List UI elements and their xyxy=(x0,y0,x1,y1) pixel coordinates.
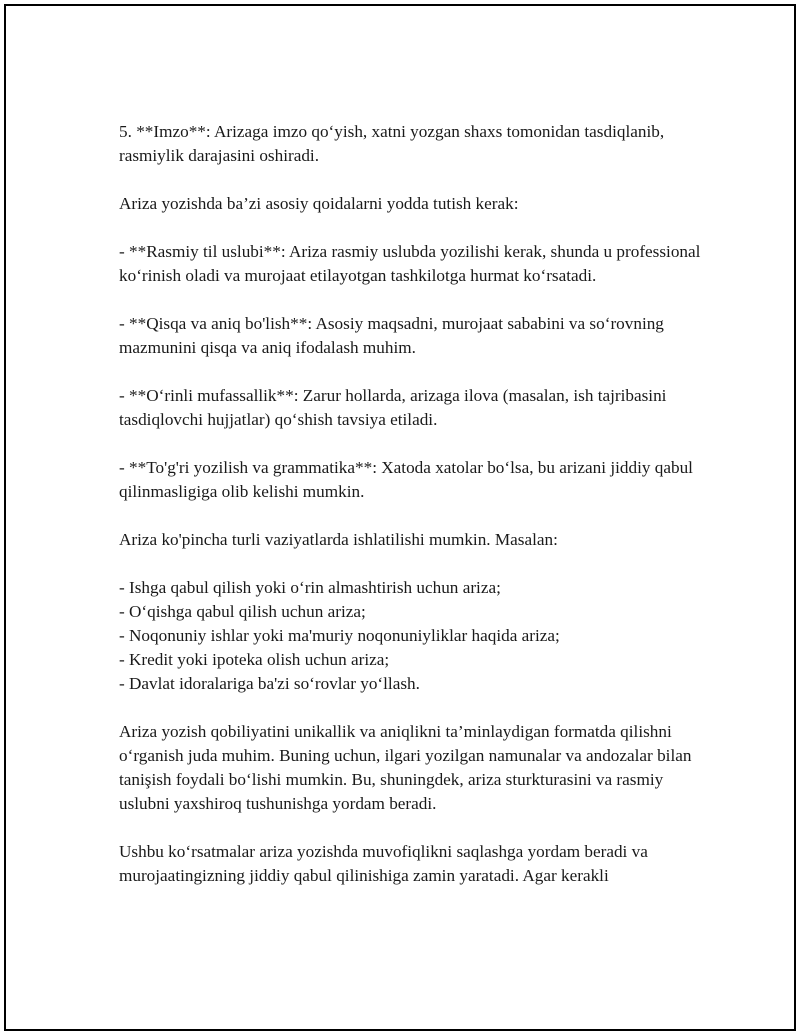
list-item: - O‘qishga qabul qilish uchun ariza; xyxy=(119,602,366,621)
paragraph-rules-intro: Ariza yozishda ba’zi asosiy qoidalarni yodda tutish kerak: xyxy=(119,194,519,213)
paragraph-rule-concise: - **Qisqa va aniq bo'lish**: Asosiy maqsadni, murojaat sababini va so‘rovning mazmunini qisqa va aniq ifodalash muhim. xyxy=(119,314,664,357)
examples-list xyxy=(119,576,709,696)
paragraph-rule-detail: - **O‘rinli mufassallik**: Zarur hollarda, arizaga ilova (masalan, ish tajribasini tasdiqlovchi hujjatlar) qo‘shish tavsiya etiladi. xyxy=(119,386,667,429)
paragraph-signature: 5. **Imzo**: Arizaga imzo qo‘yish, xatni yozgan shaxs tomonidan tasdiqlanib, rasmiylik darajasini oshiradi. xyxy=(119,122,665,165)
paragraph-rule-grammar: - **To'g'ri yozilish va grammatika**: Xatoda xatolar bo‘lsa, bu arizani jiddiy qabul qilinmasligiga olib kelishi mumkin. xyxy=(119,458,693,501)
paragraph-usage-intro: Ariza ko'pincha turli vaziyatlarda ishlatilishi mumkin. Masalan: xyxy=(119,530,558,549)
list-item: - Noqonuniy ishlar yoki ma'muriy noqonuniyliklar haqida ariza; xyxy=(119,626,560,645)
list-item: - Ishga qabul qilish yoki o‘rin almashtirish uchun ariza; xyxy=(119,578,501,597)
list-item: - Kredit yoki ipoteka olish uchun ariza; xyxy=(119,650,390,669)
paragraph-rule-official-style: - **Rasmiy til uslubi**: Ariza rasmiy uslubda yozilishi kerak, shunda u professional ko‘rinish oladi va murojaat etilayotgan tashkilotga hurmat ko‘rsatadi. xyxy=(119,242,701,285)
paragraph-conclusion: Ushbu ko‘rsatmalar ariza yozishda muvofiqlikni saqlashga yordam beradi va murojaatingizning jiddiy qabul qilinishiga zamin yaratadi. Agar kerakli xyxy=(119,842,648,885)
paragraph-learning: Ariza yozish qobiliyatini unikallik va aniqlikni ta’minlaydigan formatda qilishni o‘rganish juda muhim. Buning uchun, ilgari yozilgan namunalar va andozalar bilan tanişish foydali bo‘lishi mumkin. Bu, shuningdek, ariza sturkturasini va rasmiy uslubni yaxshiroq tushunishga yordam beradi. xyxy=(119,722,692,813)
document-page xyxy=(4,4,796,1031)
list-item: - Davlat idoralariga ba'zi so‘rovlar yo‘llash. xyxy=(119,674,420,693)
document-body xyxy=(119,120,709,912)
